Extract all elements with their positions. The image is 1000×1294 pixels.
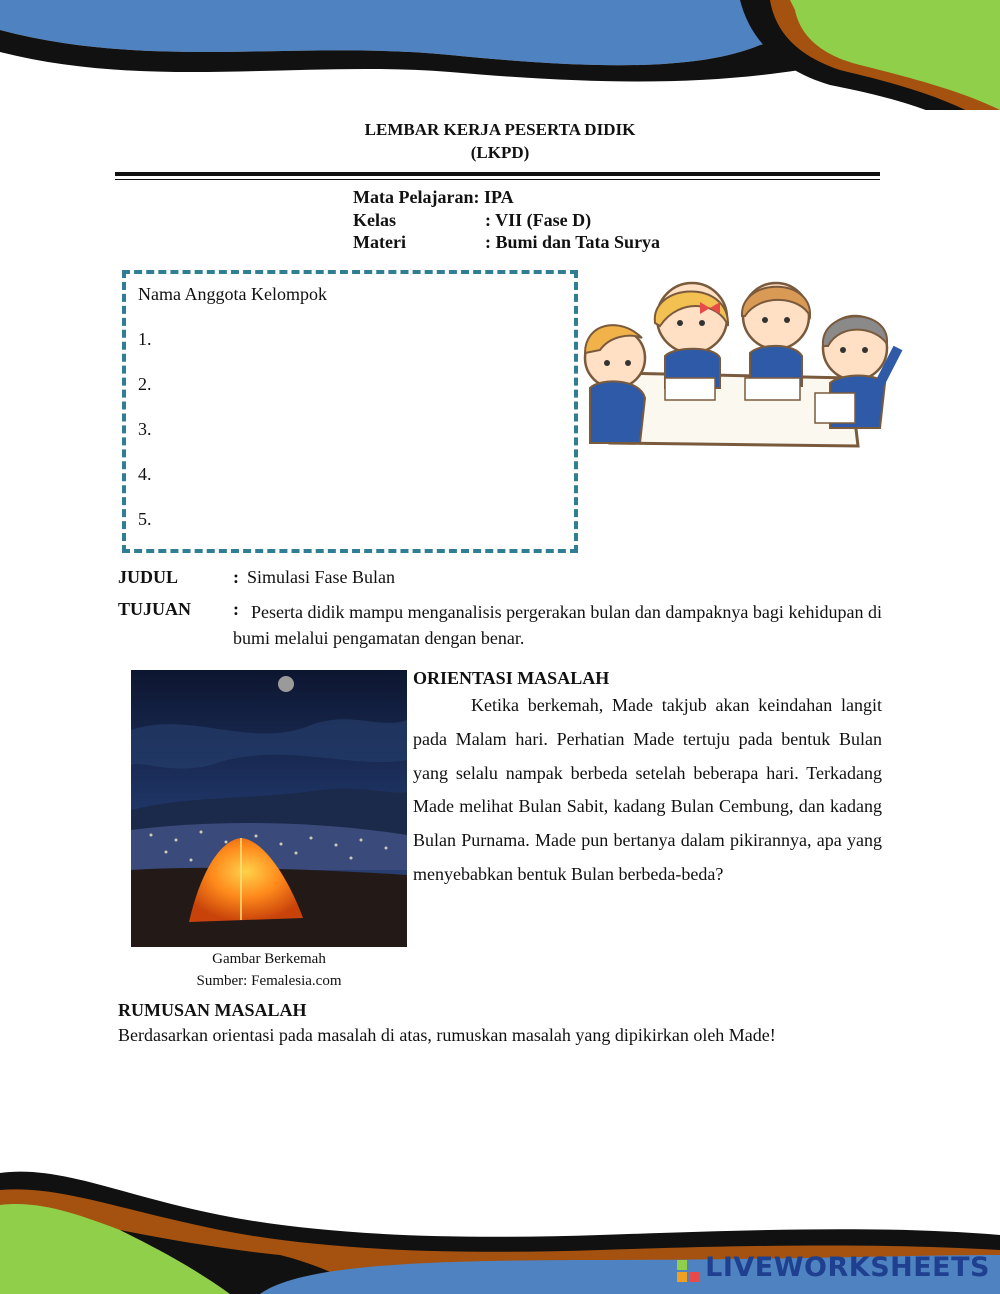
photo-caption: Gambar Berkemah [212,951,326,967]
member-number-2: 2. [138,374,152,394]
worksheet-title: LEMBAR KERJA PESERTA DIDIK [364,120,636,139]
top-wave-decoration [0,0,1000,110]
photo-source: Sumber: Femalesia.com [196,973,342,989]
rumusan-text: Berdasarkan orientasi pada masalah di atas, rumuskan masalah yang dipikirkan oleh Made! [118,1025,776,1045]
member-number-1: 1. [138,329,152,349]
students-illustration [580,278,905,453]
tujuan-colon: : [233,599,239,619]
member-number-5: 5. [138,509,152,529]
member-number-4: 4. [138,464,152,484]
judul-key: JUDUL [118,567,179,587]
judul-value: Simulasi Fase Bulan [247,567,395,587]
title-rule-thick [115,172,880,176]
liveworksheets-watermark [677,1252,990,1283]
worksheet-subtitle: (LKPD) [470,143,530,162]
meta-block [353,186,660,254]
title-rule-thin [115,179,880,180]
liveworksheets-text: LIVEWORKSHEETS [705,1252,990,1283]
class-value: : VII (Fase D) [485,209,592,230]
liveworksheets-logo-icon [677,1258,699,1280]
tujuan-key: TUJUAN [118,599,192,619]
material-key: Materi [353,232,406,252]
tujuan-value: Peserta didik mampu menganalisis pergerakan bulan dan dampaknya bagi kehidupan di bumi melalui pengamatan dengan benar. [233,602,882,648]
member-number-3: 3. [138,419,152,439]
judul-colon: : [233,567,239,587]
class-key: Kelas [353,209,396,230]
group-members-label: Nama Anggota Kelompok [138,284,327,304]
material-line [353,231,660,254]
material-value: : Bumi dan Tata Surya [485,232,661,252]
camping-photo [131,670,407,947]
orientasi-heading: ORIENTASI MASALAH [413,668,610,688]
class-line [353,209,660,232]
orientasi-text: Ketika berkemah, Made takjub akan keindahan langit pada Malam hari. Perhatian Made tertuju pada bentuk Bulan yang selalu nampak berbeda setelah beberapa hari. Terkadang Made melihat Bulan Sabit, kadang Bulan Cembung, dan kadang Bulan Purnama. Made pun bertanya dalam pikirannya, apa yang menyebabkan bentuk Bulan berbeda-beda? [413,695,882,884]
rumusan-heading: RUMUSAN MASALAH [118,1000,307,1020]
subject-line: Mata Pelajaran: IPA [353,187,514,207]
group-members-box [122,270,578,553]
